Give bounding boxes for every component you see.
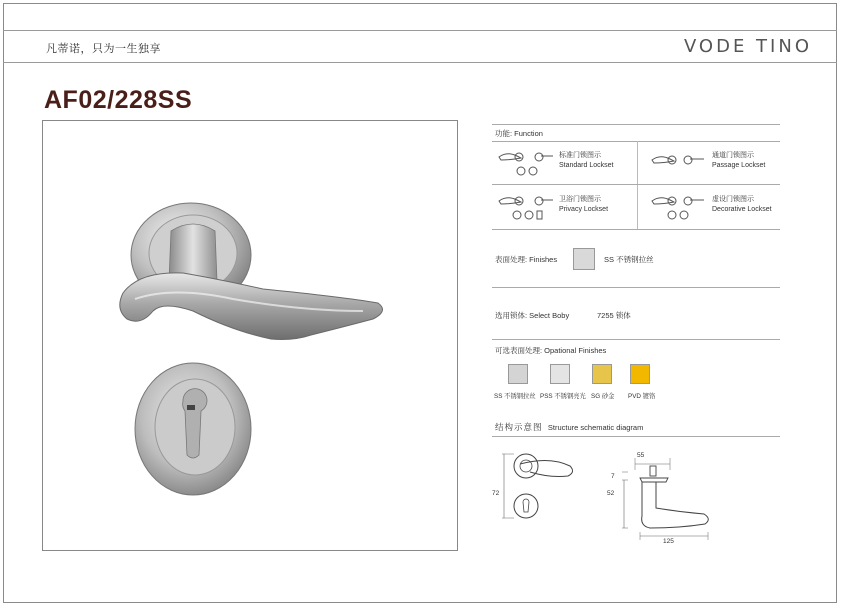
privacy-lockset-en: Privacy Lockset [559, 206, 609, 213]
product-model-title: AF02/228SS [44, 86, 193, 114]
structure-diagram [490, 444, 790, 544]
structure-heading [495, 421, 643, 433]
function-top-rule [492, 124, 780, 125]
dim-height-total: 72 [492, 490, 500, 497]
finishes-bottom-rule [492, 287, 780, 288]
privacy-lockset-item [497, 192, 647, 224]
optional-caption-sg: SG 砂金 [591, 393, 615, 400]
optional-caption-ss: SS 不锈钢拉丝 [494, 393, 536, 400]
function-bottom-rule [492, 229, 780, 230]
function-row-divider [492, 184, 780, 185]
passage-lockset-item [650, 148, 800, 180]
standard-lockset-cn: 标准门锁图示 [559, 152, 601, 159]
decorative-lockset-icon [650, 192, 708, 222]
decorative-lockset-item [650, 192, 800, 224]
brand-logo: VODE TINO [683, 36, 812, 57]
finishes-swatch [573, 248, 595, 270]
passage-lockset-cn: 通道门锁图示 [712, 152, 754, 159]
function-heading-rule [492, 141, 780, 142]
optional-caption-pvd: PVD 镀铬 [628, 393, 656, 400]
structure-heading-en: Structure schematic diagram [547, 423, 644, 432]
lever-handle-image [43, 121, 459, 552]
function-heading: 功能: Function [495, 129, 543, 138]
optional-swatch-pvd [630, 364, 650, 384]
header-top-rule [3, 30, 837, 31]
finishes-label: 表面处理: Finishes [495, 255, 558, 264]
privacy-lockset-cn: 卫浴门锁图示 [559, 196, 601, 203]
standard-lockset-item [497, 148, 647, 180]
standard-lockset-en: Standard Lockset [559, 162, 614, 169]
optional-swatch-pss [550, 364, 570, 384]
optional-swatch-sg [592, 364, 612, 384]
dim-height-lever: 52 [607, 490, 615, 497]
standard-lockset-icon [497, 148, 555, 178]
finishes-value: SS 不锈钢拉丝 [604, 255, 654, 264]
brand-tagline: 凡蒂诺，只为一生独享 [46, 43, 161, 55]
passage-lockset-en: Passage Lockset [712, 162, 766, 169]
optional-caption-pss: PSS 不锈钢亮光 [540, 393, 586, 400]
product-photo-frame [42, 120, 458, 551]
optional-finishes-label: 可选表面处理: Opational Finishes [495, 346, 607, 355]
structure-heading-cn: 结构示意图 [495, 422, 543, 432]
dim-small-offset: 7 [611, 473, 615, 480]
dim-top-width: 55 [637, 452, 645, 459]
body-value: 7255 锁体 [597, 311, 631, 320]
decorative-lockset-en: Decorative Lockset [712, 206, 772, 213]
decorative-lockset-cn: 虚设门锁图示 [712, 196, 754, 203]
optional-swatch-ss [508, 364, 528, 384]
dim-length: 125 [663, 538, 674, 545]
header-bottom-rule [3, 62, 837, 63]
body-bottom-rule [492, 339, 780, 340]
passage-lockset-icon [650, 148, 708, 178]
structure-rule [492, 436, 780, 437]
privacy-lockset-icon [497, 192, 555, 222]
body-label: 选用锁体: Select Boby [495, 311, 570, 320]
